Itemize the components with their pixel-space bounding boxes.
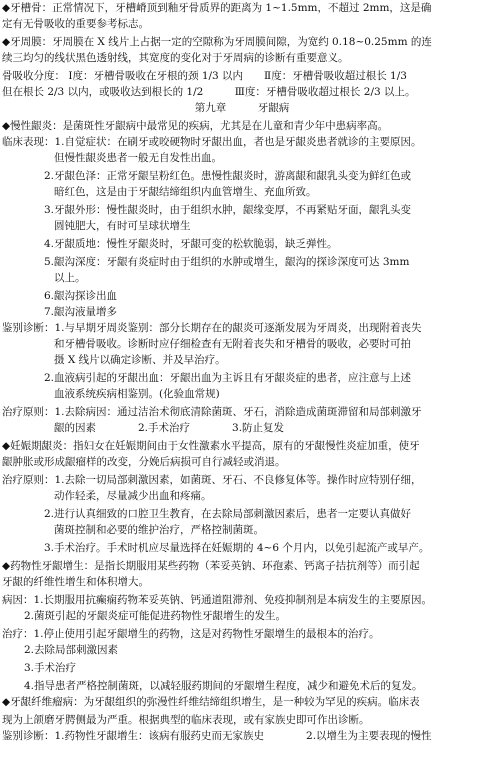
text-line: 7.龈沟液量增多 bbox=[44, 306, 118, 318]
text-line: 龈肿胀或形成龈瘤样的改变，分娩后病损可自行减轻或消退。 bbox=[2, 456, 286, 468]
text-line: 2.去除局部刺激因素 bbox=[24, 644, 119, 656]
text-line: 但在根长 2/3 以内，或吸收达到根长的 1/2 Ⅲ度：牙槽骨吸收超过根长 2/3 以上。 bbox=[2, 86, 416, 98]
chapter-title: 第九章 牙龈病 bbox=[194, 102, 290, 114]
text-line: 病因：1.长期服用抗癫痫药物苯妥英钠、钙通道阻滞剂、免疫抑制剂是本病发生的主要原因。 bbox=[2, 594, 433, 606]
text-line: 4.牙龈质地：慢性牙龈炎时，牙龈可变的松软脆弱，缺乏弹性。 bbox=[44, 238, 338, 250]
text-line: 3.牙龈外形：慢性龈炎时，由于组织水肿，龈缘变厚，不再紧贴牙面，龈乳头变 bbox=[44, 204, 412, 216]
text-line: ◆牙槽骨：正常情况下，牙槽嵴顶到釉牙骨质界的距离为 1~1.5mm，不超过 2mm，这是确 bbox=[2, 2, 432, 14]
text-line: 圆钝肥大，有时可呈球状增生 bbox=[54, 220, 191, 232]
text-line: 2.牙龈色泽：正常牙龈呈粉红色。患慢性龈炎时，游离龈和龈乳头变为鲜红色或 bbox=[44, 170, 412, 182]
text-line: 续三均匀的线状黑色透射线，其宽度的变化对于牙周病的诊断有重要意义。 bbox=[2, 52, 349, 64]
text-line: 定有无骨吸收的重要参考标志。 bbox=[2, 18, 149, 30]
text-line: 骨吸收分度： Ⅰ度：牙槽骨吸收在牙根的颈 1/3 以内 Ⅱ度：牙槽骨吸收超过根长 1/3 bbox=[2, 70, 407, 82]
text-line: ◆牙周膜：牙周膜在 X 线片上占据一定的空隙称为牙周膜间隙，为宽约 0.18~0.25mm 的连 bbox=[2, 36, 432, 48]
text-line: ◆慢性龈炎：是菌斑性牙龈病中最常见的疾病，尤其是在儿童和青少年中患病率高。 bbox=[2, 120, 389, 132]
text-line: 牙龈的纤维性增生和体积增大。 bbox=[2, 576, 149, 588]
text-line: 临床表现：1.自觉症状：在刷牙或咬硬物时牙龈出血，者也是牙龈炎患者就诊的主要原因。 bbox=[2, 136, 422, 148]
text-line: ◆牙龈纤维瘤病：为牙龈组织的弥漫性纤维结缔组织增生，是一种较为罕见的疾病。临床表 bbox=[2, 696, 420, 708]
text-line: 治疗：1.停止使用引起牙龈增生的药物，这是对药物性牙龈增生的最根本的治疗。 bbox=[2, 628, 380, 640]
text-line: 2.进行认真细致的口腔卫生教育，在去除局部刺激因素后，患者一定要认真做好 bbox=[44, 508, 412, 520]
text-line: 血液系统疾病相鉴别。(化验血常规) bbox=[54, 388, 220, 400]
text-line: 龈的因素 2.手术治疗 3.防止复发 bbox=[54, 422, 285, 434]
text-line: 2.血液病引起的牙龈出血：牙龈出血为主诉且有牙龈炎症的患者，应注意与上述 bbox=[44, 372, 412, 384]
text-line: 治疗原则：1.去除病因：通过洁治术彻底清除菌斑、牙石，消除造成菌斑滞留和局部刺激牙 bbox=[2, 406, 422, 418]
text-line: 以上。 bbox=[54, 272, 86, 284]
text-line: 现为上颌磨牙腭侧最为严重。根据典型的临床表现，或有家族史即可作出诊断。 bbox=[2, 714, 370, 726]
text-line: ◆妊娠期龈炎：指妇女在妊娠期间由于女性激素水平提高，原有的牙龈慢性炎症加重，使牙 bbox=[2, 440, 420, 452]
text-line: 3.手术治疗 bbox=[24, 662, 77, 674]
text-line: 鉴别诊断：1.药物性牙龈增生：该病有服药史而无家族史 2.以增生为主要表现的慢性 bbox=[2, 730, 432, 742]
text-line: 3.手术治疗。手术时机应尽量选择在妊娠期的 4~6 个月内，以免引起流产或早产。 bbox=[44, 542, 430, 554]
text-line: 2.菌斑引起的牙龈炎症可能促进药物性牙龈增生的发生。 bbox=[24, 610, 287, 622]
text-line: 和牙槽骨吸收。诊断时应仔细检查有无附着丧失和牙槽骨的吸收，必要时可拍 bbox=[54, 338, 411, 350]
text-line: 5.龈沟深度：牙龈有炎症时由于组织的水肿或增生，龈沟的探诊深度可达 3mm bbox=[44, 256, 410, 268]
text-line: 摄 X 线片以确定诊断、并及早治疗。 bbox=[54, 354, 226, 366]
text-line: ◆药物性牙龈增生：是指长期服用某些药物（苯妥英钠、环孢素、钙离子拮抗剂等）而引起 bbox=[2, 560, 420, 572]
text-line: 但慢性龈炎患者一般无自发性出血。 bbox=[54, 152, 222, 164]
text-line: 治疗原则：1.去除一切局部刺激因素，如菌斑、牙石、不良修复体等。操作时应特别仔细， bbox=[2, 474, 422, 486]
text-line: 暗红色，这是由于牙龈结缔组织内血管增生、充血所致。 bbox=[54, 186, 317, 198]
text-line: 鉴别诊断：1.与早期牙周炎鉴别：部分长期存在的龈炎可逐渐发展为牙周炎，出现附着丧失 bbox=[2, 322, 422, 334]
text-line: 6.龈沟探诊出血 bbox=[44, 290, 118, 302]
text-line: 菌斑控制和必要的维护治疗，严格控制菌斑。 bbox=[54, 524, 264, 536]
text-line: 4.指导患者严格控制菌斑，以减轻服药期间的牙龈增生程度，减少和避免术后的复发。 bbox=[24, 680, 423, 692]
text-line: 动作轻柔，尽量减少出血和疼痛。 bbox=[54, 490, 212, 502]
